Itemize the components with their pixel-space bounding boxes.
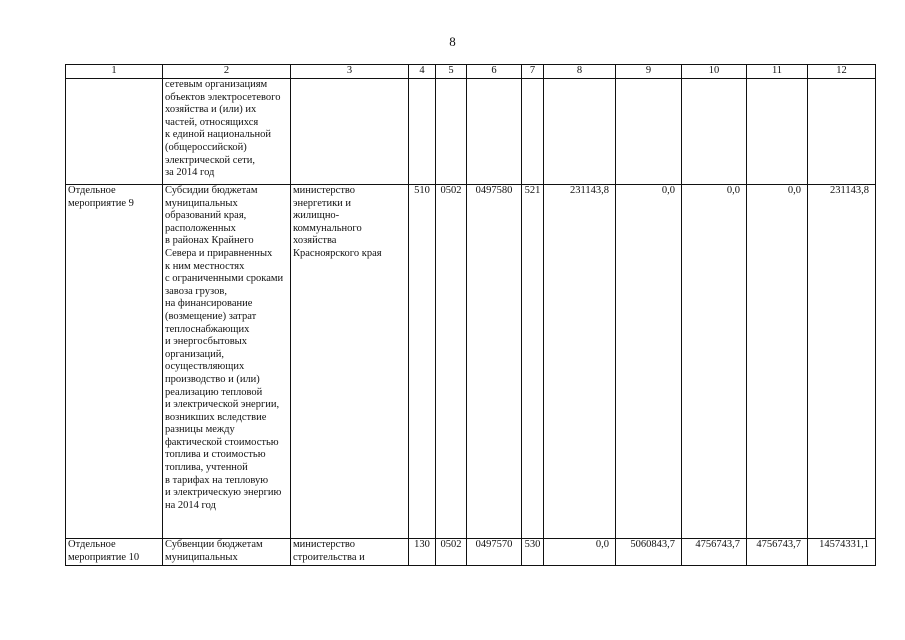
column-header: 2 — [163, 65, 291, 79]
code-cell: 130 — [409, 539, 436, 566]
amount-cell: 231143,8 — [544, 185, 616, 539]
table-row — [66, 79, 876, 185]
measure-name-cell: Отдельное мероприятие 10 — [66, 539, 163, 566]
amount-cell: 0,0 — [616, 185, 682, 539]
amount-cell: 5060843,7 — [616, 539, 682, 566]
total-cell: 14574331,1 — [808, 539, 876, 566]
amount-cell — [616, 79, 682, 185]
total-cell — [808, 79, 876, 185]
measure-description-cell: Субвенции бюджетам муниципальных — [163, 539, 291, 566]
measure-name-cell: Отдельное мероприятие 9 — [66, 185, 163, 539]
amount-cell: 0,0 — [747, 185, 808, 539]
amount-cell — [747, 79, 808, 185]
column-header: 10 — [682, 65, 747, 79]
target-code-cell: 0497580 — [467, 185, 522, 539]
page-number: 8 — [449, 34, 456, 49]
budget-table — [65, 64, 876, 566]
section-code-cell — [436, 79, 467, 185]
table-row — [66, 185, 876, 539]
header-row — [66, 65, 876, 79]
table-row — [66, 539, 876, 566]
administrator-cell: министерство энергетики и жилищно- коммунального хозяйства Красноярского края — [291, 185, 409, 539]
amount-cell: 4756743,7 — [747, 539, 808, 566]
code-cell — [409, 79, 436, 185]
target-code-cell: 0497570 — [467, 539, 522, 566]
measure-description-cell: Субсидии бюджетам муниципальных образований края, расположенных в районах Крайнего Севера и приравненных к ним местностях с ограниченными сроками завоза грузов, на финансирование (возмещение) затрат теплоснабжающих и энергосбытовых организаций, осуществляющих производство и (или) реализацию тепловой и электрической энергии, возникших вследствие разницы между фактической стоимостью топлива и стоимостью топлива, учтенной в тарифах на тепловую и электрическую энергию на 2014 год — [163, 185, 291, 539]
administrator-cell — [291, 79, 409, 185]
column-header: 7 — [522, 65, 544, 79]
code-cell: 510 — [409, 185, 436, 539]
column-header: 3 — [291, 65, 409, 79]
measure-description-cell: сетевым организациям объектов электросетевого хозяйства и (или) их частей, относящихся к единой национальной (общероссийской) электрической сети, за 2014 год — [163, 79, 291, 185]
amount-cell: 0,0 — [682, 185, 747, 539]
column-header: 11 — [747, 65, 808, 79]
section-code-cell: 0502 — [436, 185, 467, 539]
amount-cell: 4756743,7 — [682, 539, 747, 566]
expense-type-cell — [522, 79, 544, 185]
column-header: 9 — [616, 65, 682, 79]
target-code-cell — [467, 79, 522, 185]
expense-type-cell: 530 — [522, 539, 544, 566]
expense-type-cell: 521 — [522, 185, 544, 539]
column-header: 5 — [436, 65, 467, 79]
amount-cell: 0,0 — [544, 539, 616, 566]
amount-cell — [682, 79, 747, 185]
section-code-cell: 0502 — [436, 539, 467, 566]
measure-name-cell — [66, 79, 163, 185]
total-cell: 231143,8 — [808, 185, 876, 539]
column-header: 4 — [409, 65, 436, 79]
administrator-cell: министерство строительства и — [291, 539, 409, 566]
column-header: 1 — [66, 65, 163, 79]
column-header: 8 — [544, 65, 616, 79]
column-header: 12 — [808, 65, 876, 79]
amount-cell — [544, 79, 616, 185]
column-header: 6 — [467, 65, 522, 79]
